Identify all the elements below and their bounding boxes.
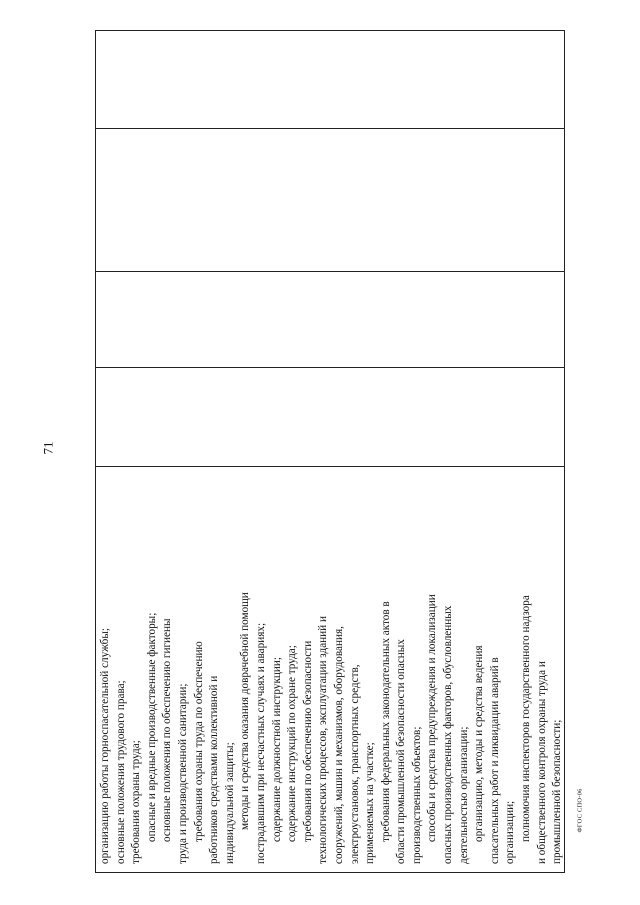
text-line: производственных объектов; — [410, 726, 423, 864]
text-line: промышленной безопасности; — [551, 719, 564, 864]
text-line: сооружений, машин и механизмов, оборудования, — [332, 626, 345, 864]
text-line: требования федеральных законодательных актов в — [379, 601, 392, 842]
text-line: организацию работы горноспасательной службы; — [99, 628, 111, 864]
text-line: основные положения по обеспечению гигиены — [161, 618, 174, 842]
text-line: области промышленной безопасности опасных — [395, 639, 408, 864]
text-line: организацию, методы и средства ведения — [473, 645, 486, 842]
text-line: требования охраны труда по обеспечению — [192, 641, 205, 842]
text-line: организации; — [504, 800, 517, 864]
text-line: спасательных работ и ликвидации аварий в — [488, 657, 501, 864]
text-line: работников средствами коллективной и — [208, 675, 221, 864]
text-line: методы и средства оказания доврачебной помощи — [239, 592, 252, 830]
text-line: применяемых на участке; — [364, 742, 377, 864]
text-line: труда и производственной санитарии; — [176, 683, 189, 864]
text-line: и общественного контроля охраны труда и — [535, 661, 548, 864]
text-line: требования по обеспечению безопасности — [301, 640, 314, 842]
table-column-divider — [95, 128, 565, 129]
table-column-divider — [95, 367, 565, 368]
text-line: опасных производственных факторов, обусловленных — [442, 605, 455, 864]
text-line: опасные и вредные производственные факторы; — [145, 612, 158, 842]
text-line: индивидуальной защиты; — [223, 742, 236, 864]
text-line: содержание инструкций по охране труда; — [286, 645, 299, 842]
text-line: электроустановок, транспортных средств, — [348, 664, 361, 864]
text-line: требования охраны труда; — [130, 740, 143, 864]
text-line: содержание должностной инструкции; — [270, 657, 283, 842]
table-cell-content — [96, 466, 564, 872]
page-number: 71 — [40, 441, 55, 455]
text-line: деятельностью организации; — [457, 726, 470, 864]
text-line: способы и средства предупреждения и локализации — [426, 594, 439, 842]
table — [95, 30, 565, 873]
document-code: ФГОС СПО-06 — [576, 787, 584, 833]
text-line: основные положения трудового права; — [114, 680, 127, 864]
text-line: пострадавшим при несчастных случаях и авариях; — [254, 622, 267, 864]
rotated-text-block — [96, 466, 564, 872]
table-column-divider — [95, 271, 565, 272]
text-line: технологических процессов, эксплуатации зданий и — [317, 616, 330, 864]
text-line: полномочия инспекторов государственного надзора — [520, 595, 533, 842]
